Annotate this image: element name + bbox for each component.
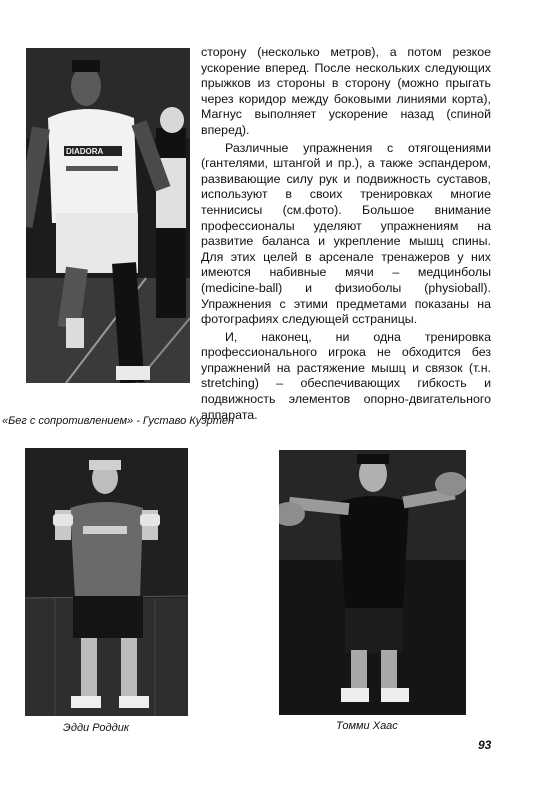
caption-roddick: Эдди Роддик: [63, 722, 130, 734]
shirt-brand-text: DIADORA: [66, 147, 104, 156]
photo-roddick: [25, 448, 188, 716]
paragraph-continuation: сторону (несколько метров), а потом резкое ускорение вперед. После нескольких следующих прыжков из стороны в сторону (можно прыгать через коридор между боковыми линиями корта), Магнус выполняет ускорение назад (спиной вперед).: [201, 45, 491, 137]
caption-haas: Томми Хаас: [336, 720, 398, 732]
paragraph-stretching: И, наконец, ни одна тренировка профессионального игрока не обходится без упражнений на растяжение мышц и связок (т.н. stretching) – обеспечивающих гибкость и подвижность элементов опорно-двигательного аппарата.: [201, 329, 491, 422]
caption-resistance-running: «Бег с сопротивлением» - Густаво Куэртен: [2, 415, 235, 427]
page-number: 93: [478, 738, 492, 752]
photo-resistance-running: [26, 48, 190, 383]
photo-haas: [279, 450, 466, 715]
paragraph-weights: Различные упражнения с отягощениями (гантелями, штангой и пр.), а также эспандером, развивающие силу рук и подвижность суставов, используют в своих тренировках многие теннисисы (см.фото). Большое внимание профессионалы уделяют упражнениям на развитие баланса и укрепление мышц спины. Для этих целей в арсенале тренажеров у них имеются набивные мячи – медцинболы (medicine-ball) и физиоболы (physioball). Упражнения с этими предметами показаны на фотографиях следующей сстраницы.: [201, 140, 491, 327]
article-text: [201, 45, 491, 423]
